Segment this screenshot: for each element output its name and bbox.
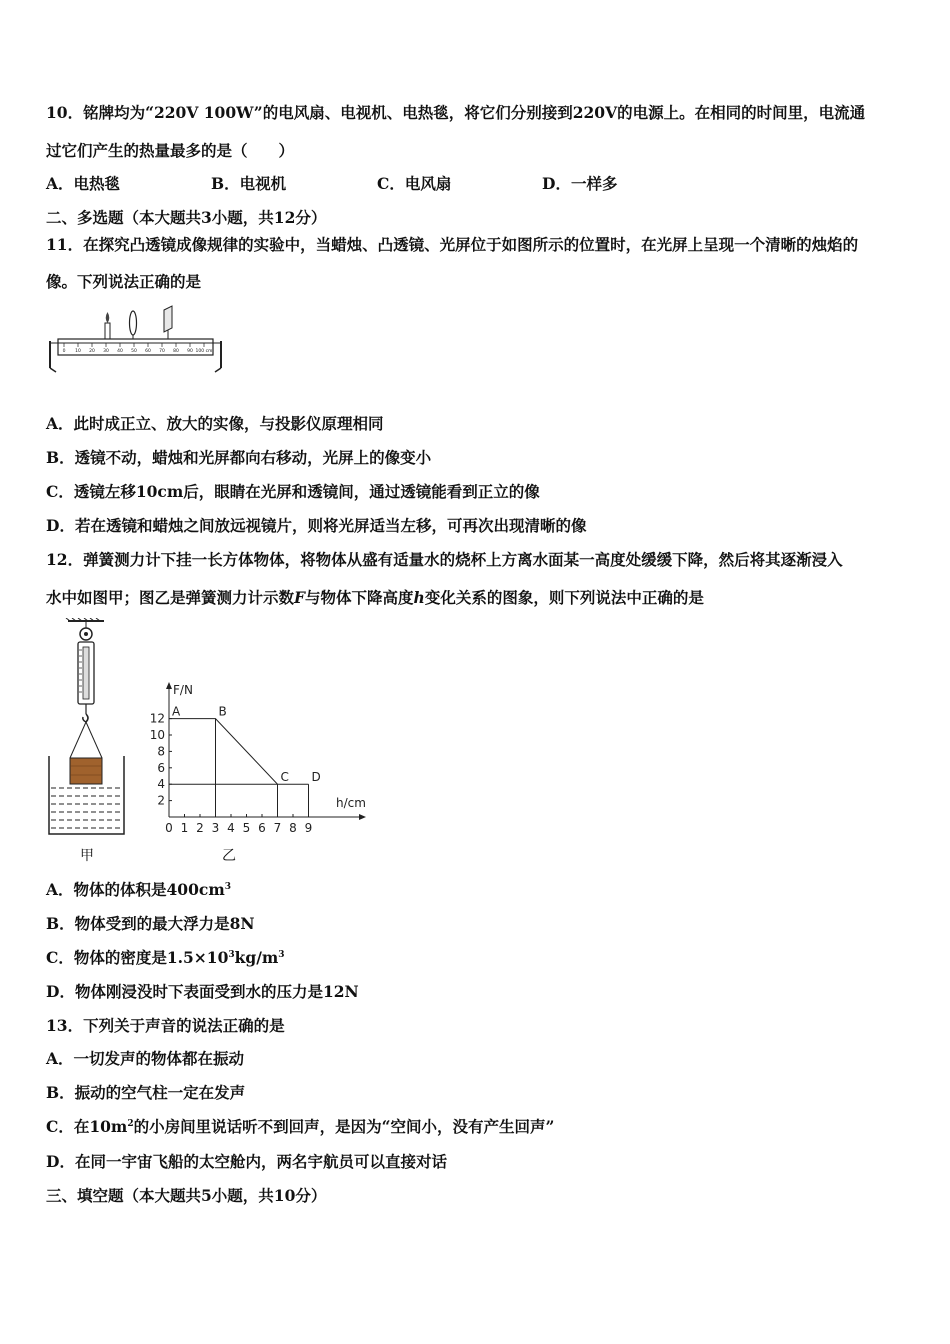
y-tick-label: 6 [157,760,165,775]
x-axis-label: h/cm [336,796,366,810]
q11-line2: 像。下列说法正确的是 [46,272,202,291]
q13-stem: 13．下列关于声音的说法正确的是 [46,1016,285,1035]
x-tick-label: 5 [242,821,251,835]
q10-option-b: B．电视机 [211,174,287,193]
hook-icon [83,714,88,722]
x-tick-label: 2 [196,821,204,835]
q11-option-a: A．此时成正立、放大的实像，与投影仪原理相同 [46,414,384,433]
candle-icon [105,312,110,339]
ruler-tick-label: 100 cm [195,349,213,354]
q12-symbol-h: h [413,588,425,607]
ruler-tick-label: 40 [117,349,123,354]
q11-option-c: C．透镜左移10cm后，眼睛在光屏和透镜间，通过透镜能看到正立的像 [46,482,540,501]
y-tick-label: 8 [157,744,165,759]
block-object [70,758,102,784]
q10-options [46,172,617,194]
q10-line2: 过它们产生的热量最多的是（ ） [46,141,295,160]
point-label-b: B [218,704,227,719]
q12-line1: 12．弹簧测力计下挂一长方体物体，将物体从盛有适量水的烧杯上方离水面某一高度处缓缓下降，然后将其逐渐浸入 [46,550,843,569]
q11-option-d: D．若在透镜和蜡烛之间放远视镜片，则将光屏适当左移，可再次出现清晰的像 [46,516,587,535]
q10-option-d: D．一样多 [542,174,618,193]
x-tick-label: 1 [180,821,189,835]
x-tick-label: 8 [289,821,297,835]
y-tick-label: 10 [149,728,165,742]
q13-option-c-sup: 2 [127,1118,134,1129]
q12-option-a-sup: 3 [224,881,231,892]
y-axis-arrow-icon [166,682,172,689]
q13-option-c [46,1115,554,1137]
x-tick-label: 9 [304,821,313,835]
q13-option-a: A．一切发声的物体都在振动 [46,1049,245,1068]
ruler-tick-label: 0 [62,349,66,354]
q13-option-c-text-a: C．在10m [46,1117,128,1136]
light-screen-icon [164,306,172,339]
x-tick-label: 3 [211,821,220,835]
x-tick-label: 6 [258,821,266,835]
optical-bench-figure [46,298,226,376]
ruler-tick-label: 90 [187,349,193,354]
q12-option-c-sup1: 3 [228,949,235,960]
q12-option-a [46,878,231,900]
q12-line2-b: 与物体下降高度 [305,588,414,607]
q12-line2-a: 水中如图甲；图乙是弹簧测力计示数 [46,588,295,607]
q10-line1: 10．铭牌均为“220V 100W”的电风扇、电视机、电热毯，将它们分别接到220V的电源上。在相同的时间里，电流通 [46,103,866,122]
point-label-c: C [280,770,289,785]
water [51,788,122,828]
ruler-tick-label: 20 [89,349,95,354]
ruler-tick-label: 10 [75,349,81,354]
q12-line2 [46,586,704,608]
force-height-chart [145,680,385,840]
q12-option-c-text-a: C．物体的密度是1.5×10 [46,948,229,967]
q12-option-c-text-b: kg/m [234,948,279,967]
q13-option-c-text-b: 的小房间里说话听不到回声，是因为“空间小，没有产生回声” [133,1117,555,1136]
ruler-tick-label: 70 [159,349,165,354]
spring-scale-figure [46,618,128,840]
q12-option-c-sup2: 3 [278,949,285,960]
x-tick-label: 4 [227,821,235,835]
q12-option-c [46,946,285,968]
point-label-d: D [311,770,321,785]
y-tick-label: 12 [149,711,165,726]
q13-option-d: D．在同一宇宙飞船的太空舱内，两名宇航员可以直接对话 [46,1152,447,1171]
ruler-tick-label: 50 [131,349,137,354]
y-axis-label: F/N [173,683,193,697]
section2-heading: 二、多选题（本大题共3小题，共12分） [46,208,327,227]
q12-option-a-text: A．物体的体积是400cm [46,880,225,899]
y-tick-label: 2 [157,793,165,808]
ruler-tick-label: 30 [103,349,109,354]
x-axis-arrow-icon [359,814,366,820]
q12-line2-c: 变化关系的图象，则下列说法中正确的是 [424,588,704,607]
q13-option-b: B．振动的空气柱一定在发声 [46,1083,246,1102]
section3-heading: 三、填空题（本大题共5小题，共10分） [46,1186,327,1205]
q12-symbol-f: F [294,588,306,607]
convex-lens-icon [130,311,137,339]
x-tick-label: 7 [273,821,282,835]
q10-option-c: C．电风扇 [377,174,452,193]
q10-option-a: A．电热毯 [46,174,121,193]
ruler-tick-label: 60 [145,349,151,354]
caption-jia: 甲 [80,848,94,864]
ruler-tick-label: 80 [173,349,179,354]
y-tick-label: 4 [157,777,165,792]
q11-option-b: B．透镜不动，蜡烛和光屏都向右移动，光屏上的像变小 [46,448,432,467]
q12-option-b: B．物体受到的最大浮力是8N [46,914,255,933]
q11-line1: 11．在探究凸透镜成像规律的实验中，当蜡烛、凸透镜、光屏位于如图所示的位置时，在光屏上呈现一个清晰的烛焰的 [46,235,859,254]
caption-yi: 乙 [222,848,236,864]
x-tick-label: 0 [165,821,173,835]
point-label-a: A [172,704,181,719]
q12-option-d: D．物体刚浸没时下表面受到水的压力是12N [46,982,359,1001]
